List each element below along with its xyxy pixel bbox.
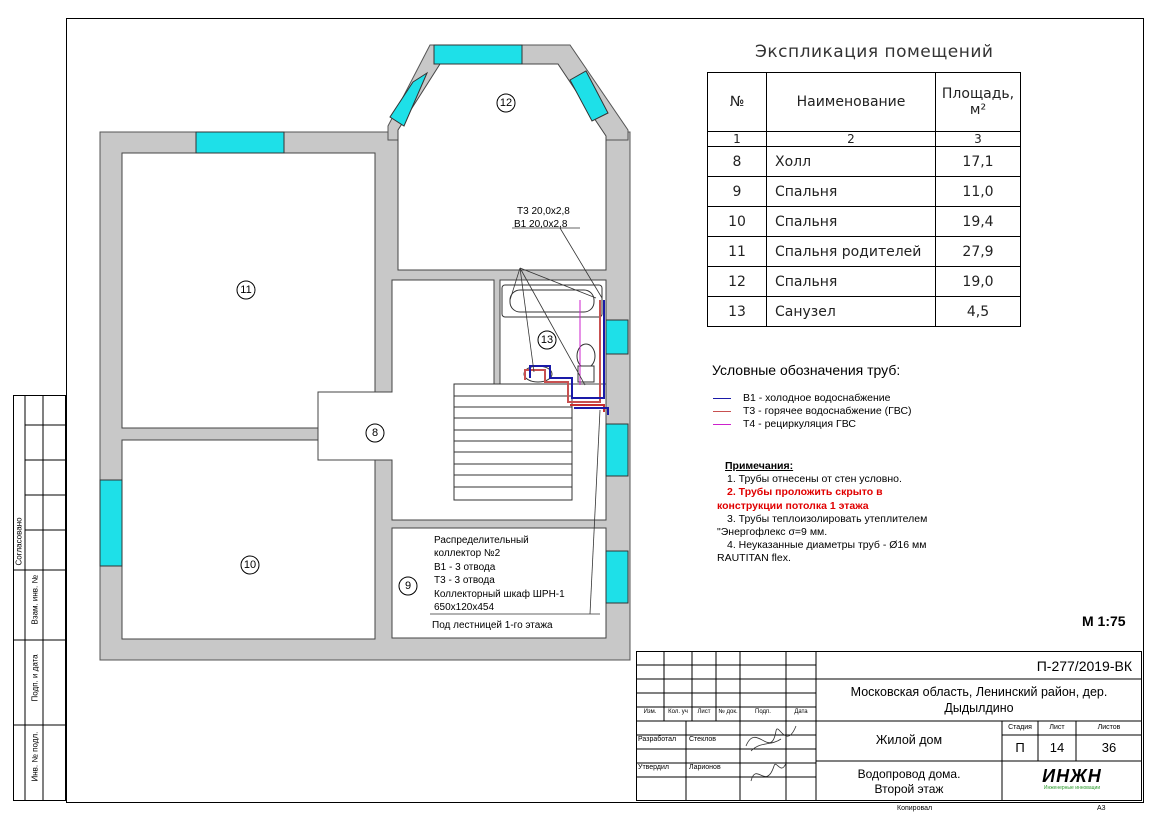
stage-label: Стадия bbox=[1008, 724, 1032, 731]
room-name: Санузел bbox=[767, 297, 936, 327]
legend-label: Т3 - горячее водоснабжение (ГВС) bbox=[743, 405, 912, 417]
room-area: 11,0 bbox=[936, 177, 1021, 207]
signature-developer bbox=[746, 726, 796, 751]
sheet-value: 14 bbox=[1049, 740, 1065, 755]
project-code: П-277/2019-ВК bbox=[1036, 658, 1132, 674]
logo-subtitle: Инженерные инновации bbox=[1043, 785, 1101, 791]
col-number: 3 bbox=[936, 132, 1021, 147]
title-block bbox=[636, 651, 1142, 801]
location-line2: Дыдылдино bbox=[944, 701, 1014, 715]
window bbox=[434, 45, 522, 64]
note-line: 1. Трубы отнесены от стен условно. bbox=[727, 473, 902, 486]
table-row bbox=[708, 237, 1021, 267]
room-label-10: 10 bbox=[243, 559, 257, 571]
explication-title: Экспликация помещений bbox=[755, 42, 994, 62]
header-no: № bbox=[708, 73, 767, 132]
room-no: 8 bbox=[708, 147, 767, 177]
room-area: 17,1 bbox=[936, 147, 1021, 177]
side-stamp-agreed: Согласовано bbox=[14, 517, 24, 566]
table-row bbox=[708, 267, 1021, 297]
collector-line: Распределительный bbox=[434, 535, 529, 546]
note-line: "Энергофлекс σ=9 мм. bbox=[717, 526, 828, 539]
developed-label: Разработал bbox=[638, 736, 677, 743]
room-no: 11 bbox=[708, 237, 767, 267]
room-no: 12 bbox=[708, 267, 767, 297]
room-label-9: 9 bbox=[404, 580, 412, 592]
room-name: Холл bbox=[767, 147, 936, 177]
col-number: 2 bbox=[767, 132, 936, 147]
legend-item bbox=[713, 392, 912, 405]
col-header: Изм. bbox=[643, 709, 657, 715]
collector-line: Коллекторный шкаф ШРН-1 bbox=[434, 589, 565, 600]
header-area: Площадь, м² bbox=[936, 73, 1021, 132]
table-row bbox=[708, 147, 1021, 177]
note-line: RAUTITAN flex. bbox=[717, 552, 791, 565]
collector-line: Т3 - 3 отвода bbox=[434, 575, 495, 586]
notes bbox=[717, 460, 927, 566]
object-name: Жилой дом bbox=[875, 733, 943, 747]
room-name: Спальня bbox=[767, 207, 936, 237]
approved-label: Утвердил bbox=[638, 764, 669, 771]
window bbox=[196, 132, 284, 153]
side-stamp bbox=[13, 395, 66, 801]
note-line: 3. Трубы теплоизолировать утеплителем bbox=[727, 512, 928, 525]
signature-approver bbox=[751, 763, 786, 781]
room-name: Спальня bbox=[767, 267, 936, 297]
room-no: 9 bbox=[708, 177, 767, 207]
col-header: Кол. уч bbox=[668, 709, 688, 715]
legend-swatch bbox=[713, 398, 731, 399]
sheet-title-1: Водопровод дома. bbox=[857, 767, 961, 781]
col-header: Дата bbox=[794, 709, 808, 715]
explication-table bbox=[707, 72, 1021, 327]
room-no: 13 bbox=[708, 297, 767, 327]
legend bbox=[713, 392, 912, 431]
side-stamp-replace: Взам. инв. № bbox=[30, 574, 40, 625]
sheets-label: Листов bbox=[1097, 724, 1121, 731]
room-area: 27,9 bbox=[936, 237, 1021, 267]
approved-name: Ларионов bbox=[689, 764, 721, 771]
room-name: Спальня родителей bbox=[767, 237, 936, 267]
format-label: А3 bbox=[1097, 805, 1106, 812]
side-stamp-sign: Подп. и дата bbox=[30, 654, 40, 702]
window bbox=[606, 551, 628, 603]
location-line1: Московская область, Ленинский район, дер. bbox=[850, 685, 1108, 699]
collector-line: В1 - 3 отвода bbox=[434, 562, 496, 573]
legend-swatch bbox=[713, 424, 731, 425]
window bbox=[100, 480, 122, 566]
room-area: 19,4 bbox=[936, 207, 1021, 237]
room-label-8: 8 bbox=[371, 427, 379, 439]
window bbox=[606, 320, 628, 354]
room-name: Спальня bbox=[767, 177, 936, 207]
room-no: 10 bbox=[708, 207, 767, 237]
pipe-label-t3: Т3 20,0х2,8 bbox=[517, 206, 570, 217]
sheet-title-2: Второй этаж bbox=[874, 782, 944, 796]
legend-item bbox=[713, 405, 912, 418]
legend-label: В1 - холодное водоснабжение bbox=[743, 392, 891, 404]
table-row bbox=[708, 177, 1021, 207]
collector-line: 650х120х454 bbox=[434, 602, 495, 613]
legend-swatch bbox=[713, 411, 731, 412]
note-line: 2. Трубы проложить скрыто в bbox=[727, 486, 883, 499]
stage-value: П bbox=[1015, 740, 1025, 755]
company-logo bbox=[1002, 761, 1142, 801]
collector-line: Под лестницей 1-го этажа bbox=[432, 620, 553, 631]
window bbox=[606, 424, 628, 476]
col-header: Лист bbox=[697, 709, 711, 715]
room-label-11: 11 bbox=[240, 284, 252, 296]
col-number: 1 bbox=[708, 132, 767, 147]
room-area: 4,5 bbox=[936, 297, 1021, 327]
legend-title: Условные обозначения труб: bbox=[712, 362, 901, 378]
room-label-13: 13 bbox=[540, 334, 554, 346]
header-name: Наименование bbox=[767, 73, 936, 132]
logo-text: ИНЖН bbox=[1042, 766, 1102, 786]
note-line: конструкции потолка 1 этажа bbox=[717, 499, 869, 512]
side-stamp-inventory: Инв. № подл. bbox=[30, 731, 40, 782]
room-area: 19,0 bbox=[936, 267, 1021, 297]
col-header: № док. bbox=[718, 709, 738, 715]
collector-line: коллектор №2 bbox=[434, 548, 501, 559]
col-header: Подп. bbox=[755, 709, 771, 715]
table-row bbox=[708, 297, 1021, 327]
table-row bbox=[708, 207, 1021, 237]
sheets-value: 36 bbox=[1101, 740, 1117, 755]
scale-label: М 1:75 bbox=[1082, 613, 1126, 629]
room-10-floor bbox=[122, 440, 375, 639]
legend-item bbox=[713, 418, 912, 431]
room-label-12: 12 bbox=[499, 97, 513, 109]
note-line: 4. Неуказанные диаметры труб - Ø16 мм bbox=[727, 539, 927, 552]
sheet-label: Лист bbox=[1049, 724, 1065, 731]
legend-label: Т4 - рециркуляция ГВС bbox=[743, 418, 856, 430]
copied-label: Копировал bbox=[897, 805, 933, 812]
notes-title: Примечания: bbox=[725, 460, 794, 472]
developed-name: Стеклов bbox=[689, 736, 716, 743]
pipe-label-b1: В1 20,0х2,8 bbox=[514, 219, 568, 230]
